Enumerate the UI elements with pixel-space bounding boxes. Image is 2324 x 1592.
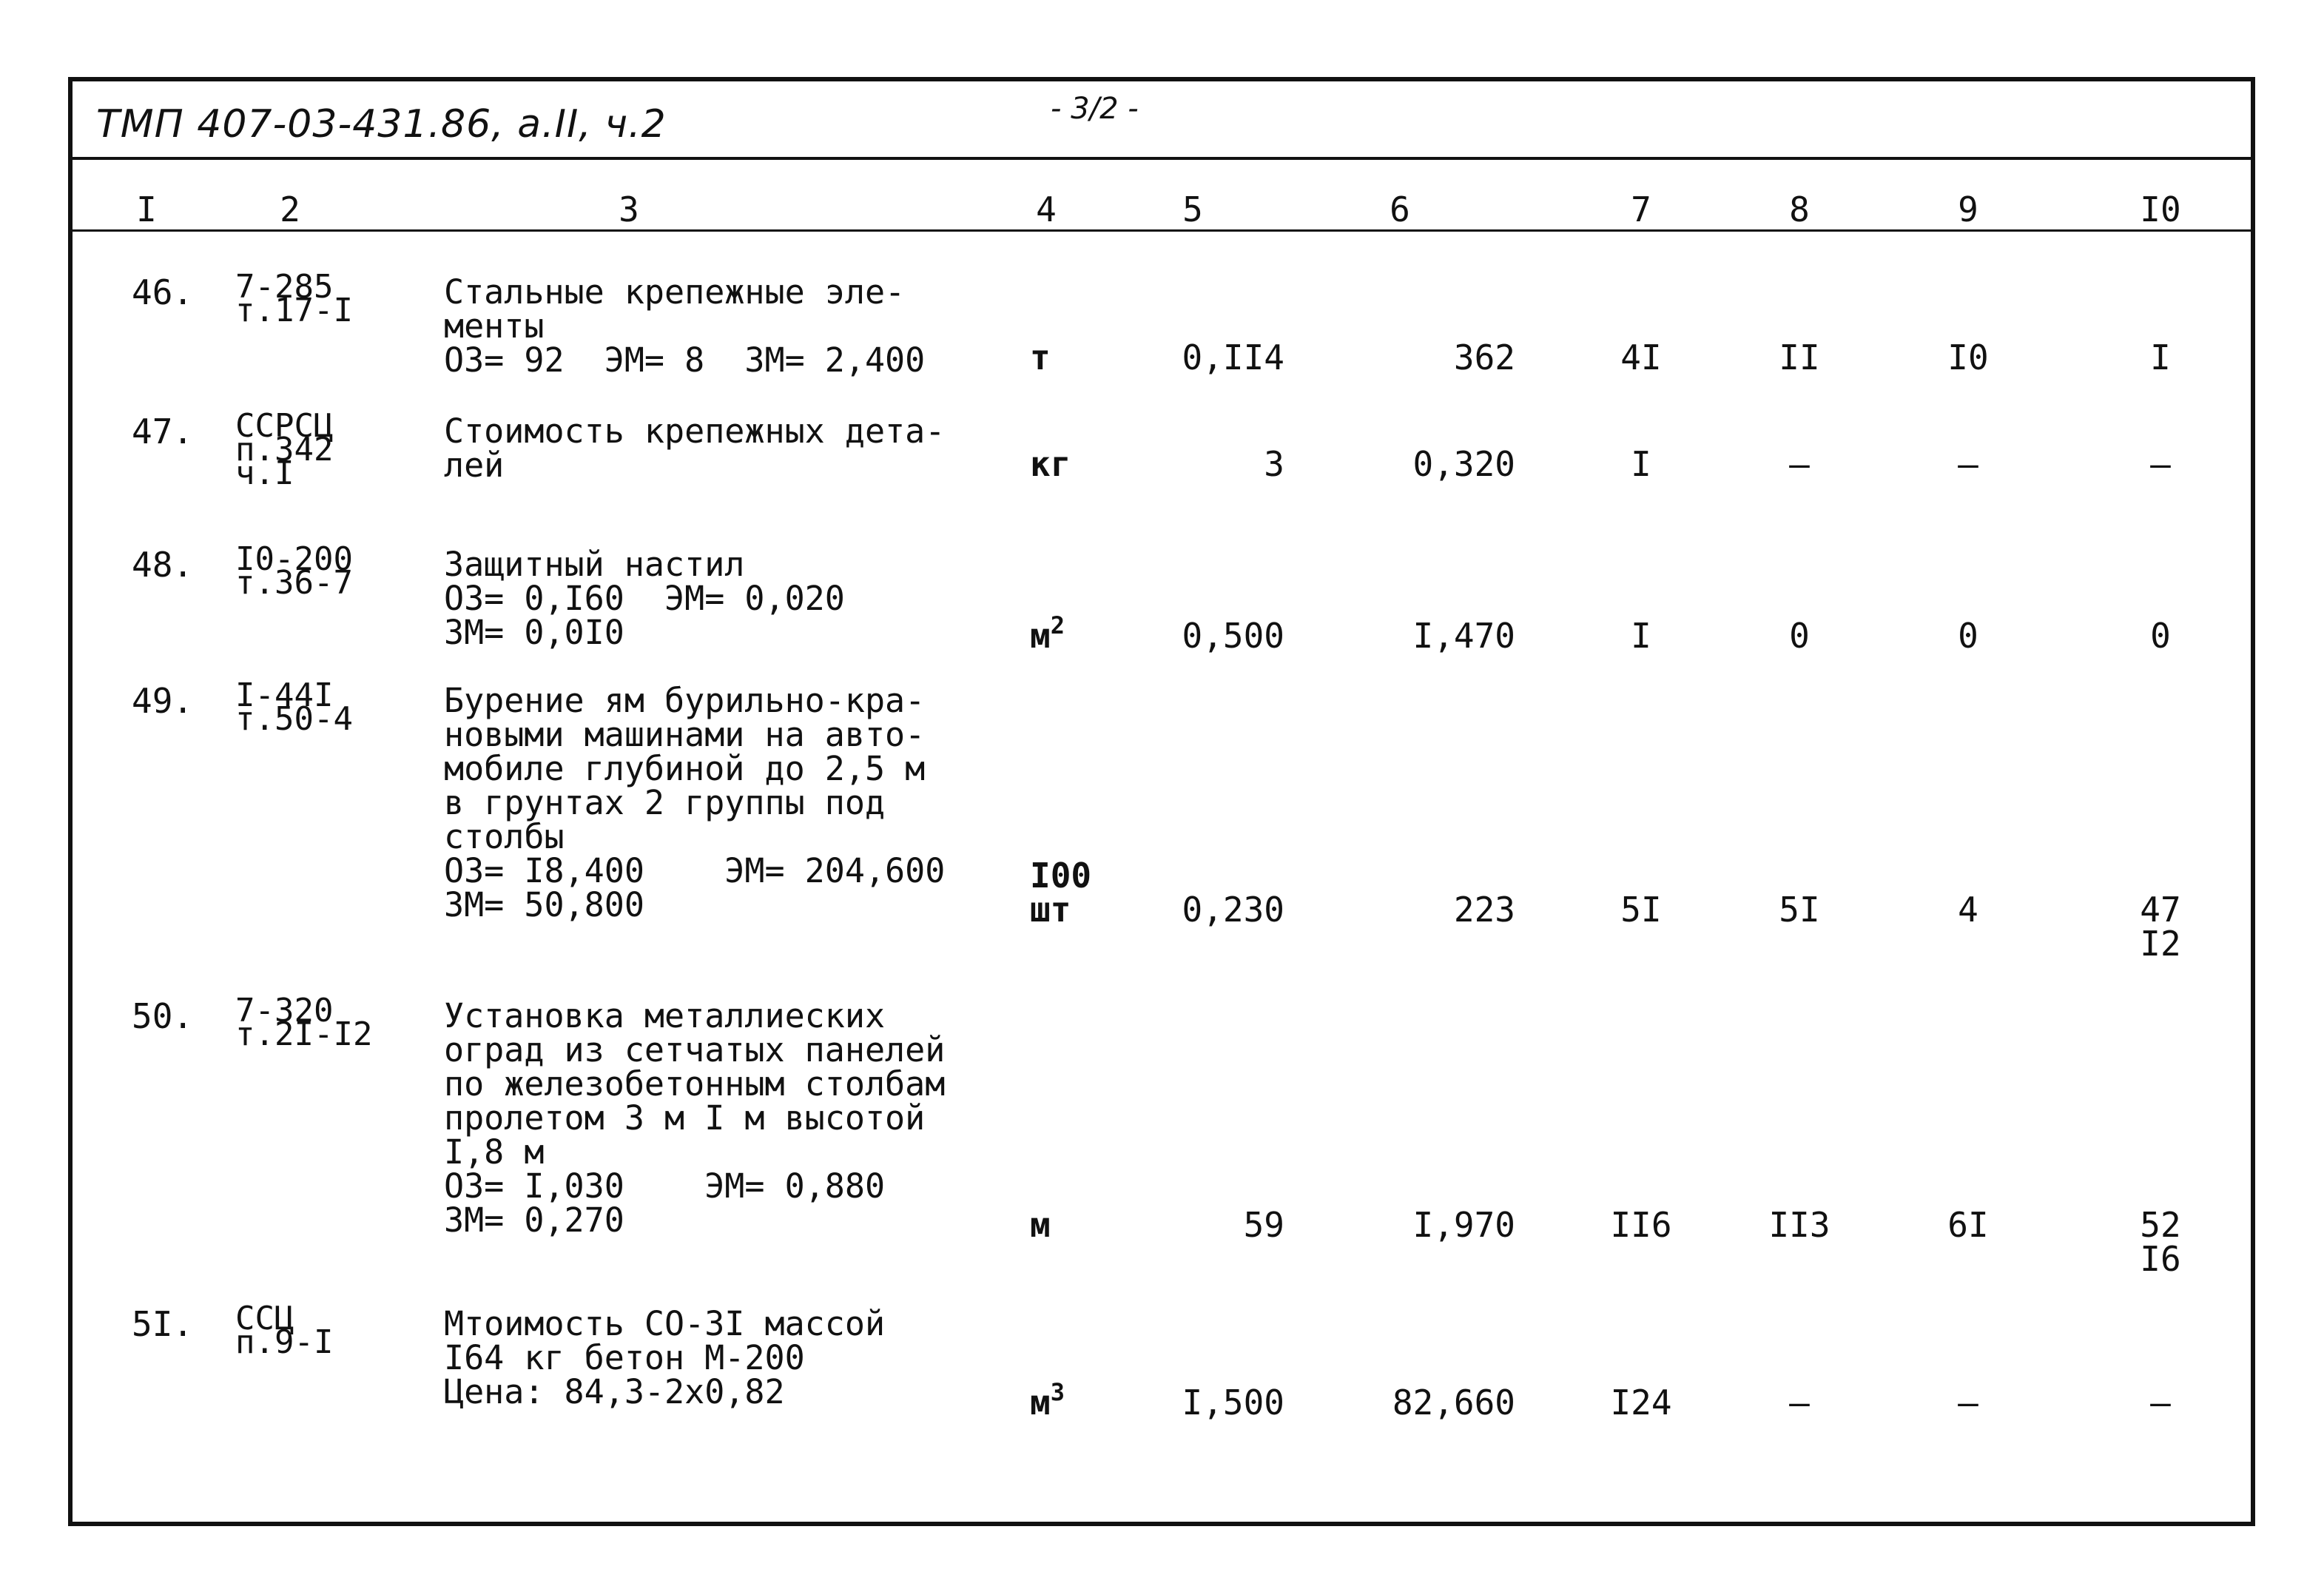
document-frame (68, 77, 2255, 1526)
unit-label: кг (1030, 444, 1071, 484)
column-header-3: 3 (619, 189, 639, 229)
column-9-value: 6I (1947, 1205, 1989, 1245)
row-number: 47. (132, 412, 194, 451)
norm-code: 7-285 т.17-I (235, 268, 353, 329)
column-8-value: II (1779, 337, 1820, 377)
column-header-1: I (136, 189, 157, 229)
column-8-value: 0 (1789, 616, 1810, 656)
quantity: 0,500 (1182, 616, 1284, 656)
column-9-value: 4 (1958, 890, 1978, 930)
unit-price: 223 (1453, 890, 1515, 930)
unit-label: м (1030, 1383, 1051, 1423)
unit-of-measure (1030, 856, 1092, 930)
row-number: 48. (132, 545, 194, 585)
column-10-value: 0 (2150, 616, 2171, 656)
unit-label: т (1030, 337, 1051, 377)
document-code: ТМП 407-03-431.86, а.II, ч.2 (96, 102, 667, 147)
unit-of-measure (1030, 1378, 1065, 1423)
column-10-value: 47 I2 (2140, 890, 2181, 964)
column-9-value: 0 (1958, 616, 1978, 656)
column-header-2: 2 (280, 189, 300, 229)
column-9-value: – (1958, 1383, 1978, 1423)
quantity: 59 (1243, 1205, 1284, 1245)
unit-label: I00 шт (1030, 856, 1092, 930)
unit-exponent: 3 (1050, 1378, 1065, 1406)
norm-code: ССЦ п.9-I (235, 1300, 334, 1361)
column-header-10: I0 (2140, 189, 2181, 229)
unit-of-measure (1030, 611, 1065, 656)
work-description: Мтоимость СО-3I массой I64 кг бетон М-200 Цена: 84,3-2х0,82 (444, 1304, 886, 1411)
column-header-4: 4 (1036, 189, 1057, 229)
quantity: 3 (1264, 444, 1284, 484)
unit-price: 362 (1453, 337, 1515, 377)
total-cost: 4I (1620, 337, 1662, 377)
row-number: 49. (132, 681, 194, 721)
total-cost: I (1631, 616, 1651, 656)
unit-price: 82,660 (1392, 1383, 1515, 1423)
unit-of-measure (1030, 337, 1051, 377)
norm-code: I-44I т.50-4 (235, 676, 353, 738)
norm-code: ССРСЦ п.342 ч.I (235, 407, 334, 492)
column-header-6: 6 (1390, 189, 1410, 229)
column-10-value: – (2150, 1383, 2171, 1423)
column-8-value: – (1789, 1383, 1810, 1423)
column-10-value: I (2150, 337, 2171, 377)
total-cost: 5I (1620, 890, 1662, 930)
quantity: 0,230 (1182, 890, 1284, 930)
column-header-8: 8 (1789, 189, 1810, 229)
column-8-value: II3 (1768, 1205, 1830, 1245)
column-header-7: 7 (1631, 189, 1651, 229)
column-8-value: 5I (1779, 890, 1820, 930)
unit-label: м (1030, 616, 1051, 656)
total-cost: I (1631, 444, 1651, 484)
total-cost: II6 (1610, 1205, 1672, 1245)
quantity: I,500 (1182, 1383, 1284, 1423)
column-9-value: I0 (1947, 337, 1989, 377)
unit-price: I,970 (1412, 1205, 1515, 1245)
work-description: Бурение ям бурильно-кра- новыми машинами на авто- мобиле глубиной до 2,5 м в грунтах 2 группы под столбы ОЗ= I8,400 ЭМ= 204,600 ЗМ= 50,800 (444, 681, 946, 924)
unit-exponent: 2 (1050, 611, 1065, 639)
row-number: 50. (132, 996, 194, 1036)
work-description: Установка металлиеских оград из сетчатых панелей по железобетонным столбам пролетом 3 м I м высотой I,8 м ОЗ= I,030 ЭМ= 0,880 ЗМ= 0,270 (444, 996, 946, 1240)
work-description: Защитный настил ОЗ= 0,I60 ЭМ= 0,020 ЗМ= 0,0I0 (444, 545, 845, 652)
unit-of-measure (1030, 1205, 1051, 1245)
row-number: 46. (132, 272, 194, 312)
unit-price: 0,320 (1412, 444, 1515, 484)
work-description: Стоимость крепежных дета- лей (444, 412, 946, 485)
column-8-value: – (1789, 444, 1810, 484)
column-10-value: 52 I6 (2140, 1205, 2181, 1279)
norm-code: I0-200 т.36-7 (235, 540, 353, 602)
header-divider (68, 157, 2255, 160)
row-number: 5I. (132, 1304, 194, 1344)
total-cost: I24 (1610, 1383, 1672, 1423)
unit-price: I,470 (1412, 616, 1515, 656)
norm-code: 7-320 т.2I-I2 (235, 992, 373, 1053)
quantity: 0,II4 (1182, 337, 1284, 377)
column-header-9: 9 (1958, 189, 1978, 229)
page-number: - 3/2 - (1051, 92, 1139, 126)
column-header-5: 5 (1182, 189, 1203, 229)
column-10-value: – (2150, 444, 2171, 484)
unit-label: м (1030, 1205, 1051, 1245)
unit-of-measure (1030, 444, 1071, 484)
work-description: Стальные крепежные эле- менты ОЗ= 92 ЭМ= 8 ЗМ= 2,400 (444, 272, 926, 380)
column-header-divider (68, 229, 2255, 232)
column-9-value: – (1958, 444, 1978, 484)
